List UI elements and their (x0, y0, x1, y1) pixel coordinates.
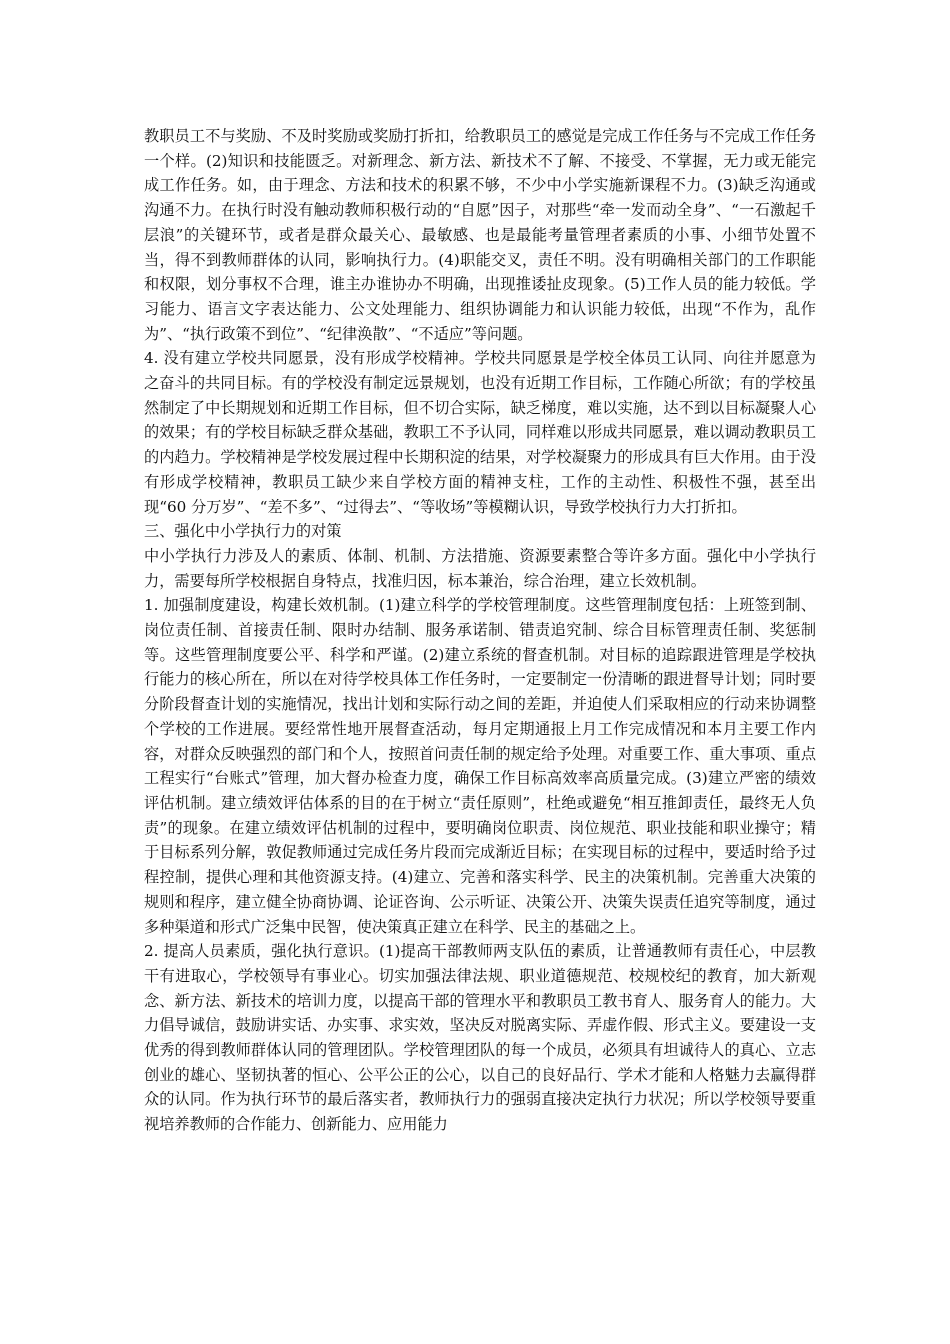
paragraph-institution-building: 1. 加强制度建设，构建长效机制。(1)建立科学的学校管理制度。这些管理制度包括：上班签到制、岗位责任制、首接责任制、限时办结制、服务承诺制、错责追究制、综合目标管理责任制、奖惩制等。这些管理制度要公平、科学和严谨。(2)建立系统的督查机制。对目标的追踪跟进管理是学校执行能力的核心所在，所以在对待学校具体工作任务时，一定要制定一份清晰的跟进督导计划；同时要分阶段督查计划的实施情况，找出计划和实际行动之间的差距，并迫使人们采取相应的行动来协调整个学校的工作进展。要经常性地开展督查活动，每月定期通报上月工作完成情况和本月主要工作内容，对群众反映强烈的部门和个人，按照首问责任制的规定给予处理。对重要工作、重大事项、重点工程实行“台账式”管理，加大督办检查力度，确保工作目标高效率高质量完成。(3)建立严密的绩效评估机制。建立绩效评估体系的目的在于树立“责任原则”，杜绝或避免“相互推卸责任，最终无人负责”的现象。在建立绩效评估机制的过程中，要明确岗位职责、岗位规范、职业技能和职业操守；精于目标系列分解，敦促教师通过完成任务片段而完成渐近目标；在实现目标的过程中，要适时给予过程控制，提供心理和其他资源支持。(4)建立、完善和落实科学、民主的决策机制。完善重大决策的规则和程序，建立健全协商协调、论证咨询、公示听证、决策公开、决策失误责任追究等制度，通过多种渠道和形式广泛集中民智，使决策真正建立在科学、民主的基础之上。 (144, 596, 816, 936)
paragraph-continued-problems: 教职员工不与奖励、不及时奖励或奖励打折扣，给教职员工的感觉是完成工作任务与不完成工作任务一个样。(2)知识和技能匮乏。对新理念、新方法、新技术不了解、不接受、不掌握，无力或无能完成工作任务。如，由于理念、方法和技术的积累不够，不少中小学实施新课程不力。(3)缺乏沟通或沟通不力。在执行时没有触动教师积极行动的“自愿”因子，对那些“牵一发而动全身”、“一石激起千层浪”的关键环节，或者是群众最关心、最敏感、也是最能考量管理者素质的小事、小细节处置不当，得不到教师群体的认同，影响执行力。(4)职能交叉，责任不明。没有明确相关部门的工作职能和权限，划分事权不合理，谁主办谁协办不明确，出现推诿扯皮现象。(5)工作人员的能力较低。学习能力、语言文字表达能力、公文处理能力、组织协调能力和认识能力较低，出现“不作为，乱作为”、“执行政策不到位”、“纪律涣散”、“不适应”等问题。 (144, 127, 816, 343)
section-heading-countermeasures: 三、强化中小学执行力的对策 (144, 522, 342, 541)
paragraph-staff-quality: 2. 提高人员素质，强化执行意识。(1)提高干部教师两支队伍的素质，让普通教师有责任心，中层教干有进取心，学校领导有事业心。切实加强法律法规、职业道德规范、校规校纪的教育，加大新观念、新方法、新技术的培训力度，以提高干部的管理水平和教职员工教书育人、服务育人的能力。大力倡导诚信，鼓励讲实话、办实事、求实效，坚决反对脱离实际、弄虚作假、形式主义。要建设一支优秀的得到教师群体认同的管理团队。学校管理团队的每一个成员，必须具有坦诚待人的真心、立志创业的雄心、坚韧执著的恒心、公平公正的公心，以自己的良好品行、学术才能和人格魅力去赢得群众的认同。作为执行环节的最后落实者，教师执行力的强弱直接决定执行力状况；所以学校领导要重视培养教师的合作能力、创新能力、应用能力 (144, 942, 816, 1134)
document-body (144, 124, 816, 1137)
paragraph-shared-vision: 4. 没有建立学校共同愿景，没有形成学校精神。学校共同愿景是学校全体员工认同、向往并愿意为之奋斗的共同目标。有的学校没有制定远景规划，也没有近期工作目标，工作随心所欲；有的学校虽然制定了中长期规划和近期工作目标，但不切合实际，缺乏梯度，难以实施，达不到以目标凝聚人心的效果；有的学校目标缺乏群众基础，教职工不予认同，同样难以形成共同愿景，难以调动教职员工的内趋力。学校精神是学校发展过程中长期积淀的结果，对学校凝聚力的形成具有巨大作用。由于没有形成学校精神，教职员工缺少来自学校方面的精神支柱，工作的主动性、积极性不强，甚至出现“60 分万岁”、“差不多”、“过得去”、“等收场”等模糊认识，导致学校执行力大打折扣。 (144, 349, 816, 516)
paragraph-countermeasures-intro: 中小学执行力涉及人的素质、体制、机制、方法措施、资源要素整合等许多方面。强化中小学执行力，需要每所学校根据自身特点，找准归因，标本兼治，综合治理，建立长效机制。 (144, 546, 816, 590)
